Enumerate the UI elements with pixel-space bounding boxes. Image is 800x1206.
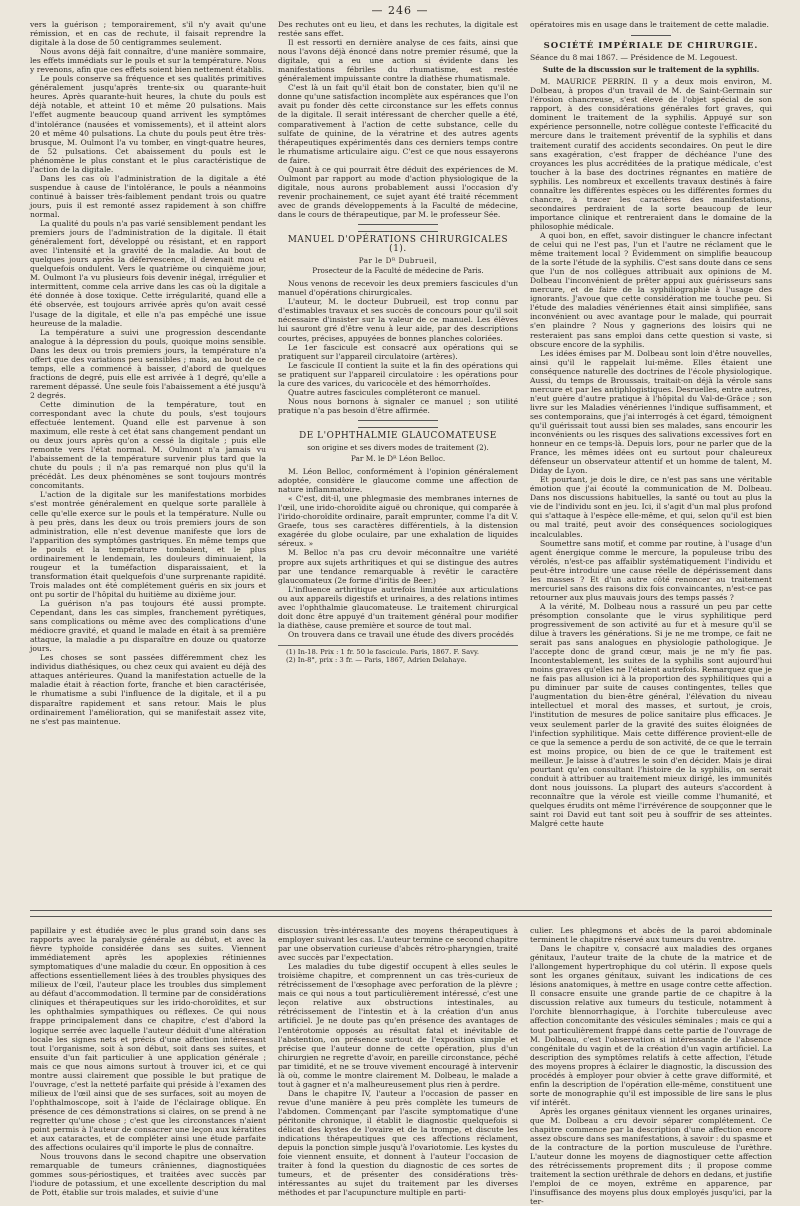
paragraph: Nous venons de recevoir les deux premiers fascicules d'un manuel d'opérations chirurgicales. bbox=[278, 279, 518, 298]
paragraph: M. Léon Belloc, conformément à l'opinion généralement adoptée, considère le glaucome comme une affection de nature inflammatoire. bbox=[278, 467, 518, 495]
paragraph: opératoires mis en usage dans le traitement de cette maladie. bbox=[530, 20, 769, 29]
paragraph: L'influence arthritique autrefois limitée aux articulations ou aux appareils digestifs et urinaires, a des relations intimes avec l'ophthalmie glaucomateuse. Le traitement chirurgical doit donc être appuyé d'un traitement général pour modifier la diathèse, cause première et source de tout mal. bbox=[278, 584, 518, 630]
paragraph: A quoi bon, en effet, savoir distinguer le chancre infectant de celui qui ne l'est pas, l'un et l'autre ne réclament que le même traitement local ? Évidemment on simplifie beaucoup de la sorte l'étude de la syphilis. C'est sans doute dans ce sens que l'un de nos collègues attribuait aux opinions de M. Dolbeau l'inconvénient de prêter appui aux guérisseurs sans mercure, et de faire de la syphiliographie à l'usage des ignorants. J'avoue que cette considération me touche peu. Si l'étude des maladies vénériennes était ainsi simplifiée, sans inconvénient ou avec avantage pour le malade, qui pourrait s'en plaindre ? Nous y gagnerions des loisirs qui ne resteraient pas sans emploi dans cette question si vaste, si obscure encore de la syphilis. bbox=[530, 230, 772, 349]
section-divider bbox=[358, 420, 438, 428]
paragraph: On trouvera dans ce travail une étude des divers procédés bbox=[288, 629, 514, 639]
paragraph: « C'est, dit-il, une phlegmasie des membranes internes de l'œil, une irido-choroïdite aiguë ou chronique, qui comparée à l'irido-choroïdite ordinaire, paraît emprunter, comme l'a dit V. Graefe, tous ses caractères différentiels, à la distension exagérée du globe oculaire, par une exhalation de liquides séreux. » bbox=[278, 494, 518, 549]
paragraph: A la vérité, M. Dolbeau nous a rassuré un peu par cette présomption consolante que le virus syphilitique perd progressivement de son activité au fur et à mesure qu'il se dilue à travers les générations. Si je ne me trompe, ce fait ne serait pas sans analogues en physiologie pathologique. Je l'accepte donc de grand cœur, mais je ne m'y fie pas. Incontestablement, les suites de la syphilis sont aujourd'hui moins graves qu'elles ne l'étaient autrefois. Remarquez que je ne fais pas allusion ici à la proportion des syphilitiques qui a pu diminuer par suite de causes contingentes, telles que l'augmentation du bien-être général, l'élévation du niveau intellectuel et moral des masses, et surtout, je crois, l'institution de mesures de police sanitaire plus efficaces. Je veux seulement parler de la gravité des suites éloignées de l'infection syphilitique. Mais cette différence provient-elle de ce que la semence a perdu de son activité, de ce que le terrain est moins propice, ou bien de ce que le traitement est meilleur. Je laisse à d'autres le soin d'en décider. Mais je dirai pourtant qu'en consultant l'histoire de la syphilis, on serait conduit à attribuer au traitement mieux dirigé, les immunités dont nous jouissons. La plupart des auteurs s'accordent à reconnaître que la vérole est vieille comme l'humanité, et quelques érudits ont même l'irrévérence de soupçonner que le saint roi David eut tant soit peu à souffrir de ses atteintes. Malgré cette haute bbox=[530, 601, 773, 829]
paragraph: Quatre autres fascicules compléteront ce manuel. bbox=[288, 387, 481, 397]
paragraph: C'est là un fait qu'il était bon de constater, bien qu'il ne donne qu'une satisfaction incomplète aux espérances que l'on avait pu fonder dès cette circonstance sur les effets connus de la digitale. Il serait intéressant de chercher quelle a été, comparativement à l'action de cette substance, celle du sulfate de quinine, de la vératrine et des autres agents thérapeutiques expérimentés dans ces derniers temps contre le rhumatisme articulaire aigu. C'est ce que nous essayerons de faire. bbox=[278, 83, 518, 165]
paragraph: Cette diminution de la température, tout en correspondant avec la chute du pouls, s'est toujours effectuée lentement. Quand elle est parvenue à son maximum, elle reste à cet état sans changement pendant un ou deux jours après qu'on a cessé la digitale ; puis elle remonte vers l'état normal. M. Oulmont n'a jamais vu l'abaissement de la température survenir plus tard que la chute du pouls ; il n'a pas remarqué non plus qu'il la précédât. Les deux phénomènes se sont toujours montrés concomitants. bbox=[30, 399, 266, 491]
paragraph: Quant à ce qui pourrait être déduit des expériences de M. Oulmont par rapport au mode d'action physiologique de la digitale, nous aurons probablement aussi l'occasion d'y revenir prochainement, ce sujet ayant été traité récemment avec de grands développements à la Faculté de médecine, dans le cours de thérapeutique, par M. le professeur Sée. bbox=[278, 164, 518, 219]
society-heading: SOCIÉTÉ IMPÉRIALE DE CHIRURGIE. bbox=[543, 41, 759, 52]
section-divider bbox=[631, 35, 671, 36]
glaucoma-byline: Par M. le Dᴿ Léon Belloc. bbox=[350, 454, 446, 464]
footnotes bbox=[278, 645, 518, 664]
discussion-heading: Suite de la discussion sur le traitement de la syphilis. bbox=[542, 65, 760, 75]
paragraph: Nous avons déjà fait connaître, d'une manière sommaire, les effets immédiats sur le pouls et sur la température. Nous y revenons, afin que ces effets soient bien nettement établis. bbox=[30, 47, 266, 75]
paragraph: La qualité du pouls n'a pas varié sensiblement pendant les premiers jours de l'administration de la digitale. Il était généralement fort, développé ou résistant, et en rapport avec l'intensité et la gravité de la maladie. Au bout de quelques jours après la défervescence, il devenait mou et quelquefois ondulent. Vers le quatrième ou cinquième jour, M. Oulmont l'a vu plusieurs fois devenir inégal, irrégulier et intermittent, comme cela arrive dans les cas où la digitale a été donnée à dose toxique. Cette irrégularité, quand elle a été observée, est toujours arrivée après qu'on avait cessé l'usage de la digitale, et elle n'a pas empêché une issue heureuse de la maladie. bbox=[30, 219, 266, 328]
feuilleton-column-1 bbox=[30, 926, 266, 1198]
manual-byline: Par le Dᴿ Dubrueil, bbox=[358, 256, 438, 266]
column-3 bbox=[530, 20, 772, 898]
paragraph: Après les organes génitaux viennent les organes urinaires, que M. Dolbeau a cru devoir séparer complétement. Ce chapitre commence par la description d'une affection encore assez obscure dans ses manifestations, à savoir : du spasme et de la contracture de la portion musculeuse de l'urèthre. L'auteur donne les moyens de diagnostiquer cette affection des rétrécissements proprement dits ; il propose comme traitement la section uréthrale de dehors en dedans, et justifie l'emploi de ce moyen, extrême en apparence, par l'insuffisance des moyens plus doux employés jusqu'ici, par la ter- bbox=[530, 1106, 772, 1206]
paragraph: Le 1er fascicule est consacré aux opérations qui se pratiquent sur l'appareil circulatoire (artères). bbox=[278, 342, 518, 361]
paragraph: Le fascicule II contient la suite et la fin des opérations qui se pratiquent sur l'appareil circulatoire : les opérations pour la cure des varices, du varicocèle et des hémorrhoïdes. bbox=[278, 360, 518, 388]
paragraph: Des rechutes ont eu lieu, et dans les rechutes, la digitale est restée sans effet. bbox=[278, 20, 518, 39]
paragraph: discussion très-intéressante des moyens thérapeutiques à employer suivant les cas. L'auteur termine ce second chapitre par une observation curieuse d'abcès rétro-pharyngien, traité avec succès par l'expectation. bbox=[278, 926, 518, 963]
manual-title: MANUEL D'OPÉRATIONS CHIRURGICALES (1). bbox=[287, 235, 509, 255]
paragraph: Soumettre sans motif, et comme par routine, à l'usage d'un agent énergique comme le mercure, la populeuse tribu des vérolés, n'est-ce pas affaiblir systématiquement l'individu et peut-être introduire une cause réelle de dépérissement dans les masses ? Et d'un autre côté renoncer au traitement mercuriel sans des raisons dix fois convaincantes, n'est-ce pas retourner aux plus mauvais jours des temps passés ? bbox=[530, 538, 772, 602]
paragraph: M. MAURICE PERRIN. Il y a deux mois environ, M. Dolbeau, à propos d'un travail de M. de Saint-Germain sur l'érosion chancreuse, s'est élevé de l'objet spécial de son rapport, à des considérations générales fort graves, qui dominent le traitement de la syphilis. Appuyé sur son expérience personnelle, notre collègue conteste l'efficacité du mercure dans le traitement préventif de la syphilis et dans traitement curatif des accidents secondaires. On peut le dire sans exagération, c'est frapper de déchéance l'une des croyances les plus accréditées de la pratique médicale, c'est toucher à la base des doctrines régnantes en matière de syphilis. Les nombreux et excellents travaux destinés à faire connaître les différentes espèces ou les différentes formes du chancre, à tracer les caractères des manifestations, secondaires perdraient de la sorte beaucoup de leur importance clinique et rentreraient dans le domaine de la philosophie médicale. bbox=[530, 77, 772, 231]
paragraph: Le pouls conserve sa fréquence et ses qualités primitives généralement jusqu'après trente-six ou quarante-huit heures. Après quarante-huit heures, la chute du pouls est déjà notable, et atteint 10 et même 20 pulsations. Mais l'effet augmente beaucoup quand arrivent les symptômes d'intolérance (nausées et vomissements), et il atteint alors 20 et même 40 pulsations. La chute du pouls peut être très-brusque, M. Oulmont l'a vu tomber, en vingt-quatre heures, de 52 pulsations. Cet abaissement du pouls est le phénomène le plus constant et le plus caractéristique de l'action de la digitale. bbox=[30, 74, 266, 174]
paragraph: M. Belloc n'a pas cru devoir méconnaître une variété propre aux sujets arthritiques et qui se distingue des autres par une tendance remarquable à revêtir le caractère glaucomateux (2e forme d'iritis de Beer.) bbox=[278, 548, 518, 585]
feuilleton-rule-top bbox=[30, 910, 772, 911]
feuilleton-column-2 bbox=[278, 926, 518, 1198]
paragraph: La guérison n'a pas toujours été aussi prompte. Cependant, dans les cas simples, franchement pyrétiques, sans complications ou même avec des complications d'une médiocre gravité, et quand le malade en était à sa première attaque, la maladie a pu disparaître en douze ou quatorze jours. bbox=[30, 599, 266, 654]
paragraph: L'action de la digitale sur les manifestations morbides s'est montrée généralement en quelque sorte parallèle à celle qu'elle exerce sur le pouls et la température. Nulle ou à peu près, dans les deux ou trois premiers jours de son administration, elle n'est devenue manifeste que lors de l'apparition des symptômes gastriques. En même temps que le pouls et la température tombaient, et le plus ordinairement le lendemain, les douleurs diminuaient, la rougeur et la tuméfaction disparaissaient, et la transformation était quelquefois d'une surprenante rapidité. Trois malades ont été complétement guéris en six jours et ont pu sortir de l'hôpital du huitième au dixième jour. bbox=[30, 490, 266, 599]
paragraph: vers la guérison ; temporairement, s'il n'y avait qu'une rémission, et en cas de rechute, il faisait reprendre la digitale à la dose de 50 centigrammes seulement. bbox=[30, 20, 266, 48]
page-number: — 246 — bbox=[371, 4, 429, 17]
session-line: Séance du 8 mai 1867. — Présidence de M. Legouest. bbox=[530, 53, 738, 63]
feuilleton-column-3 bbox=[530, 926, 772, 1206]
paragraph: Et pourtant, je dois le dire, ce n'est pas sans une véritable émotion que j'ai écouté la communication de M. Dolbeau. Dans nos discussions habituelles, la santé ou tout au plus la vie de l'individu sont en jeu. Ici, il s'agit d'un mal plus profond qui s'attaque à l'espèce elle-même, et qui, selon qu'il est bien ou mal traité, peut avoir des conséquences sociologiques incalculables. bbox=[530, 475, 772, 539]
feuilleton-rule-bottom bbox=[30, 916, 772, 917]
paragraph: culier. Les phlegmons et abcès de la paroi abdominale terminent le chapitre réservé aux tumeurs du ventre. bbox=[530, 926, 772, 945]
paragraph: Les maladies du tube digestif occupent à elles seules le troisième chapitre, et comprennent un cas très-curieux de rétrécissement de l'œsophage avec perforation de la plèvre ; mais ce qui nous a tout particulièrement intéressé, c'est une leçon relative aux obstructions intestinales, au rétrécissement de l'intestin et à la création d'un anus artificiel. Je ne doute pas qu'en présence des avantages de l'entérotomie opposés au résultat fatal et inévitable de l'abstention, on présence surtout de l'exposition simple et précise que l'auteur donne de cette opération, plus d'un chirurgien ne regrette d'avoir, en pareille circonstance, péché par timidité, et ne se trouve vivement encouragé à intervenir là où, comme le montre clairement M. Dolbeau, le malade a tout à gagner et n'a malheureusement plus rien à perdre. bbox=[278, 962, 518, 1089]
paragraph: L'auteur, M. le docteur Dubrueil, est trop connu par d'estimables travaux et ses succès de concours pour qu'il soit nécessaire d'insister sur la valeur de ce manuel. Les élèves lui sauront gré d'être venu à leur aide, par des descriptions courtes, précises, appuyées de bonnes planches coloriées. bbox=[278, 297, 518, 343]
paragraph: Dans le chapitre IV, l'auteur a l'occasion de passer en revue d'une manière à peu près complète les tumeurs de l'abdomen. Commençant par l'ascite symptomatique d'une péritonite chronique, il établit le diagnostic quelquefois si délicat des kystes de l'ovaire et de la trompe, et discute les indications thérapeutiques que ces affections réclament, depuis la ponction simple jusqu'à l'ovariotomie. Les kystes du foie viennent ensuite, et donnent à l'auteur l'occasion de traiter à fond la question du diagnostic de ces sortes de tumeurs, et de présenter des considérations très-intéressantes au sujet du traitement par les diverses méthodes et par l'acupuncture multiple en parti- bbox=[278, 1088, 518, 1198]
column-1 bbox=[30, 20, 266, 898]
glaucoma-subtitle: son origine et ses divers modes de traitement (2). bbox=[307, 442, 489, 452]
paragraph: Dans le chapitre v, consacré aux maladies des organes génitaux, l'auteur traite de la chute de la matrice et de l'allongement hypertrophique du col utérin. Il expose quels sont les organes génitaux, suivant les indications de ces lésions anatomiques, à mettre en usage contre cette affection. Il consacre ensuite une grande partie de ce chapitre à la discussion relative aux tumeurs du testicule, notamment à l'orchite blennorrhagique, à l'orchite tuberculeuse avec affection concomitante des vésicules séminales ; mais ce qui a tout particulièrement frappé dans cette partie de l'ouvrage de M. Dolbeau, c'est l'observation si intéressante de l'absence congénitale du vagin et de la création d'un vagin artificiel. La description des symptômes relatifs à cette affection, l'étude des moyens propres à éclairer le diagnostic, la discussion des procédés à employer pour obvier à cette grave difformité, et enfin la description de l'opération elle-même, constituent une sorte de monographie qu'il est impossible de lire sans le plus vif intérêt. bbox=[530, 944, 772, 1107]
glaucoma-title: DE L'OPHTHALMIE GLAUCOMATEUSE bbox=[299, 430, 497, 441]
section-divider bbox=[358, 224, 438, 232]
paragraph: Les idées émises par M. Dolbeau sont loin d'être nouvelles, ainsi qu'il le rappelait lui-même. Elles étaient une conséquence naturelle des doctrines de l'école physiologique. Aussi, du temps de Broussais, traitait-on déjà la vérole sans mercure et par les antiphlogistiques. Desruelles, entre autres, n'eut guère d'autre pratique à l'hôpital du Val-de-Grâce ; son livre sur les Maladies vénériennes l'indique suffisamment, et ses contemporains, que j'ai interrogés à cet égard, témoignent qu'il guérissait tout aussi bien ses malades, sans encourir les inconvénients ou les risques des salivations excessives fort en honneur en ce temps-là. Depuis lors, pour ne parler que de la France, les mêmes idées ont eu surtout pour chaleureux défenseur un observateur attentif et un homme de talent, M. Diday de Lyon. bbox=[530, 348, 772, 476]
column-2 bbox=[278, 20, 518, 898]
paragraph: Nous nous bornons à signaler ce manuel ; son utilité pratique n'a pas besoin d'être affirmée. bbox=[278, 396, 518, 415]
manual-affiliation: Prosecteur de la Faculté de médecine de Paris. bbox=[312, 266, 484, 276]
footnote: (1) In-18. Prix : 1 fr. 50 le fascicule. Paris, 1867. F. Savy. bbox=[286, 647, 480, 656]
paragraph: Les choses se sont passées différemment chez les individus diathésiques, ou chez ceux qui avaient eu déjà des attaques antérieures. Quand la manifestation actuelle de la maladie était à réaction forte, franche et bien caractérisée, le rhumatisme a subi l'influence de la digitale, et il a pu disparaître rapidement et sans retour. Mais le plus ordinairement l'amélioration, qui se manifestait assez vite, ne s'est pas maintenue. bbox=[30, 653, 266, 726]
paragraph: papillaire y est étudiée avec le plus grand soin dans ses rapports avec la paralysie générale au début, et avec la fièvre typhoïde considérée dans ses suites. Viennent immédiatement après les apoplexies rétiniennes symptomatiques d'une maladie du cœur. En opposition à ces affections essentiellement liées à des troubles physiques des milieux de l'œil, l'auteur place les troubles dus simplement au défaut d'accommodation. Il termine par de considérations cliniques et thérapeutiques sur les irido-choroïdites, et sur les ophthalmies sympathiques ou réflexes. Ce qui nous frappe principalement dans ce chapitre, c'est d'abord la logique serrée avec laquelle l'auteur déduit d'une altération locale les signes nets et précis d'une affection intéressant tout l'organisme, soit à son début, soit dans ses suites, et ensuite d'un fait particulier à une application générale ; mais ce que nous aimons surtout à trouver ici, et ce qui montre aussi clairement que possible le but pratique de l'ouvrage, c'est la netteté parfaite qui préside à l'examen des milieux de l'œil ainsi que de ses surfaces, soit au moyen de l'ophthalmoscope, soit à l'aide de l'éclairage oblique. En présence de ces démonstrations si claires, on se prend à ne regretter qu'une chose ; c'est que les circonstances n'aient point permis à l'auteur de consacrer une leçon aux kératites et aux cataractes, et de compléter ainsi une étude parfaite des affections oculaires qu'il importe le plus de connaître. bbox=[30, 926, 266, 1153]
paragraph: Il est ressorti en dernière analyse de ces faits, ainsi que nous l'avons déjà énoncé dans notre premier résumé, que la digitale, qui a eu une action si évidente dans les manifestations fébriles du rhumatisme, est restée généralement impuissante contre la diathèse rhumatismale. bbox=[278, 38, 518, 84]
paragraph: La température a suivi une progression descendante analogue à la dépression du pouls, quoique moins sensible. Dans les deux ou trois premiers jours, la température n'a offert que des variations peu sensibles ; mais, au bout de ce temps, elle a commencé à baisser, d'abord de quelques fractions de degré, puis elle est arrivée à 1 degré, qu'elle a rarement dépassé. Une seule fois l'abaissement a été jusqu'à 2 degrés. bbox=[30, 327, 266, 400]
paragraph: Dans les cas où l'administration de la digitale a été suspendue à cause de l'intolérance, le pouls a néanmoins continué à baisser très-faiblement pendant trois ou quatre jours, puis il est remonté assez rapidement à son chiffre normal. bbox=[30, 173, 266, 219]
footnote: (2) In-8°, prix : 3 fr. — Paris, 1867, Adrien Delahaye. bbox=[286, 655, 467, 664]
paragraph: Nous trouvons dans le second chapitre une observation remarquable de tumeurs crâniennes, diagnostiquées gommes sous-périostiques, et traitées avec succès par l'iodure de potassium, et une excellente description du mal de Pott, établie sur trois malades, et suivie d'une bbox=[30, 1152, 266, 1198]
